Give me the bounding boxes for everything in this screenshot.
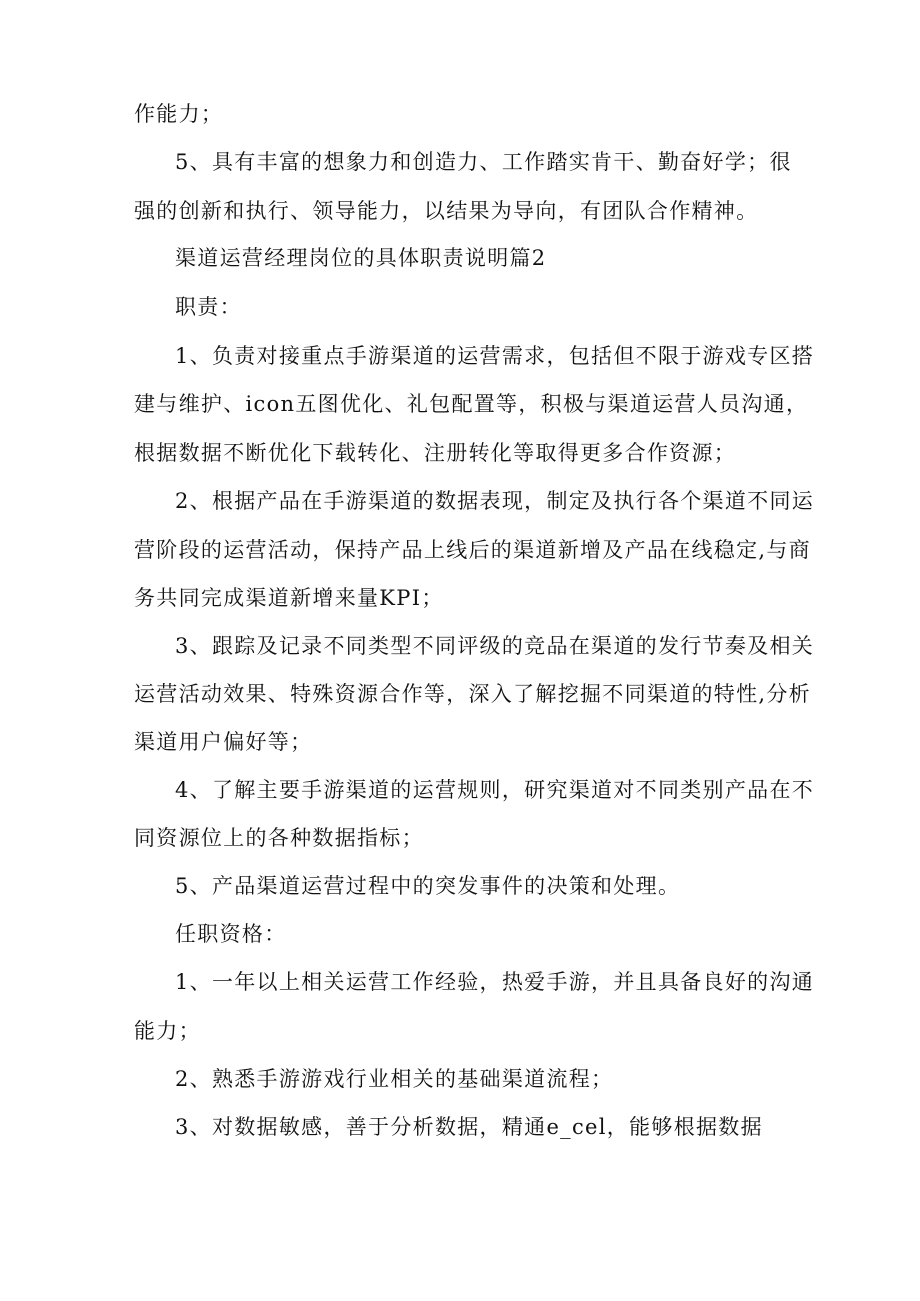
text-line: 4、了解主要手游渠道的运营规则，研究渠道对不同类别产品在不 xyxy=(175,778,815,802)
text-line: 5、具有丰富的想象力和创造力、工作踏实肯干、勤奋好学；很 xyxy=(175,150,792,174)
text-line: 能力； xyxy=(134,1019,201,1043)
text-line: 1、负责对接重点手游渠道的运营需求，包括但不限于游戏专区搭 xyxy=(175,344,815,368)
text-line: 3、对数据敏感，善于分析数据，精通e_cel，能够根据数据 xyxy=(175,1115,763,1139)
text-line: 作能力； xyxy=(134,102,224,126)
subheading-duties: 职责： xyxy=(175,295,242,319)
text-line: 渠道用户偏好等； xyxy=(134,730,313,754)
text-line: 务共同完成渠道新增来量KPI； xyxy=(134,586,444,610)
text-line: 建与维护、icon五图优化、礼包配置等，积极与渠道运营人员沟通， xyxy=(134,392,809,416)
text-line: 3、跟踪及记录不同类型不同评级的竞品在渠道的发行节奏及相关 xyxy=(175,634,815,658)
text-line: 根据数据不断优化下载转化、注册转化等取得更多合作资源； xyxy=(134,441,737,465)
section-heading: 渠道运营经理岗位的具体职责说明篇2 xyxy=(175,246,547,270)
text-line: 2、熟悉手游游戏行业相关的基础渠道流程； xyxy=(175,1067,614,1091)
text-line: 5、产品渠道运营过程中的突发事件的决策和处理。 xyxy=(175,874,681,898)
text-line: 同资源位上的各种数据指标； xyxy=(134,826,424,850)
text-line: 营阶段的运营活动，保持产品上线后的渠道新增及产品在线稳定,与商 xyxy=(134,538,811,562)
text-line: 1、一年以上相关运营工作经验，热爱手游，并且具备良好的沟通 xyxy=(175,970,815,994)
subheading-qualifications: 任职资格： xyxy=(175,922,287,946)
text-line: 强的创新和执行、领导能力，以结果为导向，有团队合作精神。 xyxy=(134,199,759,223)
text-line: 运营活动效果、特殊资源合作等，深入了解挖掘不同渠道的特性,分析 xyxy=(134,682,811,706)
text-line: 2、根据产品在手游渠道的数据表现，制定及执行各个渠道不同运 xyxy=(175,489,815,513)
